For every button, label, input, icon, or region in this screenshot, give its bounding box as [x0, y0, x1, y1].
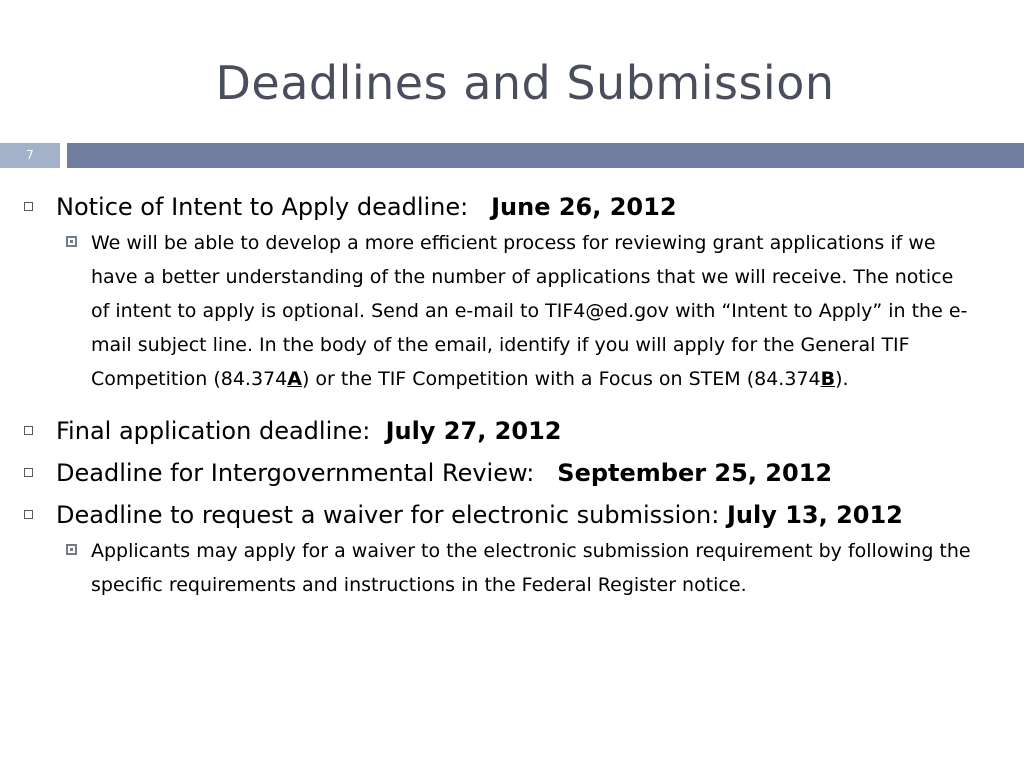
sub-bullet-notice-details — [0, 226, 1000, 396]
sub-bullet-letter-a: A — [287, 368, 302, 390]
square-bullet-icon — [24, 426, 33, 435]
bullet-final-deadline — [0, 414, 1024, 448]
slide-number: 7 — [26, 148, 34, 162]
sub-bullet-text-1: We will be able to develop a more efficient process for reviewing grant applications if we have a better understanding of the number of applications that we will receive. The notice of intent to apply is optional. Send an e-mail to TIF4@ed.gov with “Intent to Apply” in the e-mail subject line. In the body of the email, identify if you will apply for the General TIF Competition (84.374 — [91, 232, 968, 390]
sub-bullet-text-2: ) or the TIF Competition with a Focus on STEM (84.374 — [301, 368, 821, 390]
bullet-waiver-deadline — [0, 498, 1024, 602]
sub-bullet-letter-b: B — [820, 368, 836, 390]
bullet-label: Notice of Intent to Apply deadline: — [56, 193, 469, 221]
slide-body — [0, 190, 1024, 620]
bullet-label: Deadline for Intergovernmental Review: — [56, 459, 535, 487]
square-bullet-icon — [24, 468, 33, 477]
square-bullet-icon — [24, 202, 33, 211]
sub-bullet-icon — [66, 544, 77, 555]
sub-bullet-text-3: ). — [835, 368, 849, 390]
sub-bullet-waiver-details — [0, 534, 1000, 602]
bullet-label: Final application deadline: — [56, 417, 371, 445]
sub-bullet-text: Applicants may apply for a waiver to the electronic submission requirement by following the specific requirements and instructions in the Federal Register notice. — [91, 540, 971, 596]
slide-title: Deadlines and Submission — [215, 56, 835, 110]
square-bullet-icon — [24, 510, 33, 519]
bullet-label: Deadline to request a waiver for electronic submission: — [56, 501, 720, 529]
header-rule-bar — [67, 143, 1024, 168]
bullet-date: July 27, 2012 — [385, 417, 562, 445]
bullet-date: September 25, 2012 — [557, 459, 833, 487]
bullet-date: June 26, 2012 — [491, 193, 677, 221]
sub-bullet-icon — [66, 236, 77, 247]
bullet-intergovernmental-review — [0, 456, 1024, 490]
bullet-notice-of-intent — [0, 190, 1024, 396]
bullet-date: July 13, 2012 — [726, 501, 903, 529]
